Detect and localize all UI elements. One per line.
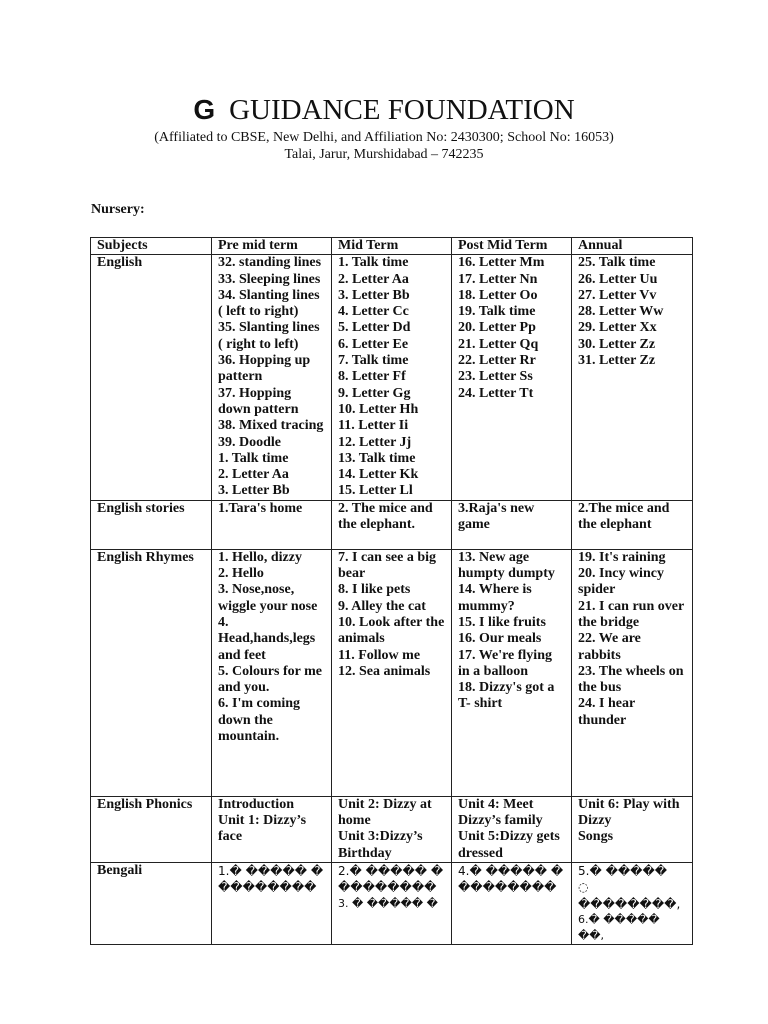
cell-line: 9. Letter Gg [338,385,411,401]
cell-line: humpty dumpty [458,566,555,582]
cell-line: 20. Letter Pp [458,320,536,336]
subject-cell: English Rhymes [91,549,212,796]
cell-line: and you. [218,680,270,696]
cell-line: Unit 5:Dizzy gets [458,829,560,845]
cell-line: the bus [578,680,622,696]
subject-cell: English Phonics [91,796,212,862]
cell-line: down the [218,712,273,728]
cell-line: 30. Letter Zz [578,336,656,352]
cell-line: 1.� ����� � [218,863,324,878]
cell-line: �������� [338,880,437,895]
cell-line: Unit 4: Meet [458,796,534,812]
column-header: Subjects [91,238,212,255]
cell-line: Birthday [338,845,392,861]
cell-line: 11. Follow me [338,647,421,663]
cell-line: Dizzy’s family [458,813,543,829]
cell-line: 20. Incy wincy [578,566,664,582]
cell-line: ◌ ��������, [578,880,681,911]
cell-line: thunder [578,712,627,728]
subject-cell: Bengali [91,862,212,944]
annual-cell [572,796,693,862]
cell-line: 3. Letter Bb [338,287,410,303]
cell-line: 6.� ����� ��, [578,912,660,943]
affiliation-line: (Affiliated to CBSE, New Delhi, and Affiliation No: 2430300; School No: 16053) [154,130,614,145]
cell-line: 2. Letter Aa [218,467,289,483]
subject-cell: English [91,255,212,500]
cell-line: 22. Letter Rr [458,353,536,369]
cell-line: 14. Letter Kk [338,467,419,483]
cell-line: 21. I can run over [578,598,685,614]
cell-line: 2.The mice and [578,500,670,516]
cell-line: 1.Tara's home [218,500,303,516]
table-row [91,255,693,500]
pre-mid-term-cell [212,862,332,944]
cell-line: animals [338,631,385,647]
cell-line: 29. Letter Xx [578,320,657,336]
cell-line: the bridge [578,614,640,630]
column-header: Mid Term [332,238,452,255]
cell-line: rabbits [578,647,621,663]
cell-line: 9. Alley the cat [338,598,426,614]
pre-mid-term-cell [212,255,332,500]
cell-line: 10. Letter Hh [338,401,419,417]
annual-cell [572,255,693,500]
table-row [91,862,693,944]
cell-line: bear [338,566,366,582]
cell-line: 23. Letter Ss [458,369,533,385]
cell-line: 12. Letter Jj [338,434,412,450]
cell-line: 2.� ����� � [338,863,444,878]
cell-line: 3.Raja's new [458,500,535,516]
pre-mid-term-cell [212,549,332,796]
cell-line: wiggle your nose [218,598,318,614]
cell-line: 2. The mice and [338,500,433,516]
cell-line: down pattern [218,401,299,417]
cell-line: 13. Talk time [338,450,416,466]
cell-line: 18. Letter Oo [458,287,538,303]
post-mid-term-cell [452,255,572,500]
cell-line: home [338,813,371,829]
cell-line: 5.� ����� [578,863,668,878]
column-header: Annual [572,238,693,255]
syllabus-table [90,237,693,945]
cell-line: game [458,517,490,533]
post-mid-term-cell [452,500,572,549]
cell-line: face [218,829,243,845]
mid-term-cell [332,255,452,500]
logo-letter: G [193,94,216,125]
cell-line: spider [578,582,616,598]
cell-line: 36. Hopping up [218,353,311,369]
cell-line: 37. Hopping [218,385,292,401]
cell-line: 5. Colours for me [218,663,322,679]
pre-mid-term-cell [212,500,332,549]
cell-line: pattern [218,369,263,385]
cell-line: Unit 3:Dizzy’s [338,829,423,845]
cell-line: 16. Letter Mm [458,255,545,271]
table-row [91,796,693,862]
cell-line: 22. We are [578,631,641,647]
cell-line: mountain. [218,729,280,745]
cell-line: T- shirt [458,696,503,712]
cell-line: mummy? [458,598,515,614]
annual-cell [572,500,693,549]
table-header-row [91,238,693,255]
mid-term-cell [332,796,452,862]
cell-line: 11. Letter Ii [338,418,409,434]
cell-line: the elephant [578,517,652,533]
cell-line: 25. Talk time [578,255,656,271]
annual-cell [572,862,693,944]
section-label: Nursery: [91,202,145,217]
cell-line: 39. Doodle [218,434,281,450]
cell-line: 32. standing lines [218,255,322,271]
cell-line: 6. I'm coming [218,696,301,712]
cell-line: 4. Letter Cc [338,304,409,320]
cell-line: 19. It's raining [578,549,666,565]
mid-term-cell [332,500,452,549]
document-title [0,92,768,129]
subject-cell: English stories [91,500,212,549]
cell-line: Songs [578,829,614,845]
cell-line: Unit 1: Dizzy’s [218,813,307,829]
cell-line: in a balloon [458,663,529,679]
cell-line: 26. Letter Uu [578,271,658,287]
cell-line: 28. Letter Ww [578,304,664,320]
organization-name: GUIDANCE FOUNDATION [229,94,575,126]
cell-line: 17. Letter Nn [458,271,538,287]
cell-line: 4. [218,614,229,630]
cell-line: 24. I hear [578,696,636,712]
cell-line: ( right to left) [218,336,299,352]
cell-line: and feet [218,647,266,663]
cell-line: 8. I like pets [338,582,411,598]
cell-line: Introduction [218,796,294,812]
cell-line: 18. Dizzy's got a [458,680,555,696]
cell-line: dressed [458,845,503,861]
cell-line: 4.� ����� � [458,863,564,878]
annual-cell [572,549,693,796]
column-header: Pre mid term [212,238,332,255]
post-mid-term-cell [452,862,572,944]
mid-term-cell [332,549,452,796]
cell-line: 6. Letter Ee [338,336,409,352]
cell-line: 21. Letter Qq [458,336,539,352]
cell-line: 3. Nose,nose, [218,582,295,598]
cell-line: 15. I like fruits [458,614,546,630]
cell-line: 38. Mixed tracing [218,418,324,434]
cell-line: the elephant. [338,517,415,533]
cell-line: 33. Sleeping lines [218,271,321,287]
cell-line: 5. Letter Dd [338,320,411,336]
mid-term-cell [332,862,452,944]
cell-line: �������� [458,880,557,895]
cell-line: 1. Hello, dizzy [218,549,302,565]
cell-line: 34. Slanting lines [218,287,320,303]
cell-line: 35. Slanting lines [218,320,320,336]
post-mid-term-cell [452,796,572,862]
cell-line: 23. The wheels on [578,663,684,679]
cell-line: 1. Talk time [338,255,409,271]
cell-line: ( left to right) [218,304,299,320]
cell-line: 3. Letter Bb [218,483,290,499]
cell-line: Unit 2: Dizzy at [338,796,432,812]
cell-line: 3. � ����� � [338,896,438,910]
cell-line: 2. Hello [218,566,264,582]
cell-line: 14. Where is [458,582,532,598]
post-mid-term-cell [452,549,572,796]
table-row [91,500,693,549]
address-line: Talai, Jarur, Murshidabad – 742235 [284,147,484,162]
cell-line: 24. Letter Tt [458,385,534,401]
cell-line: 2. Letter Aa [338,271,409,287]
document-header [0,92,768,163]
cell-line: 13. New age [458,549,530,565]
column-header: Post Mid Term [452,238,572,255]
cell-line: 19. Talk time [458,304,536,320]
cell-line: Unit 6: Play with [578,796,680,812]
cell-line: 12. Sea animals [338,663,431,679]
cell-line: 8. Letter Ff [338,369,406,385]
cell-line: 7. I can see a big [338,549,436,565]
cell-line: 27. Letter Vv [578,287,657,303]
cell-line: 16. Our meals [458,631,542,647]
cell-line: 31. Letter Zz [578,353,656,369]
table-row [91,549,693,796]
cell-line: 1. Talk time [218,450,289,466]
cell-line: Head,hands,legs [218,631,316,647]
cell-line: 7. Talk time [338,353,409,369]
pre-mid-term-cell [212,796,332,862]
cell-line: �������� [218,880,317,895]
cell-line: 15. Letter Ll [338,483,413,499]
cell-line: 10. Look after the [338,614,445,630]
cell-line: Dizzy [578,813,612,829]
cell-line: 17. We're flying [458,647,552,663]
